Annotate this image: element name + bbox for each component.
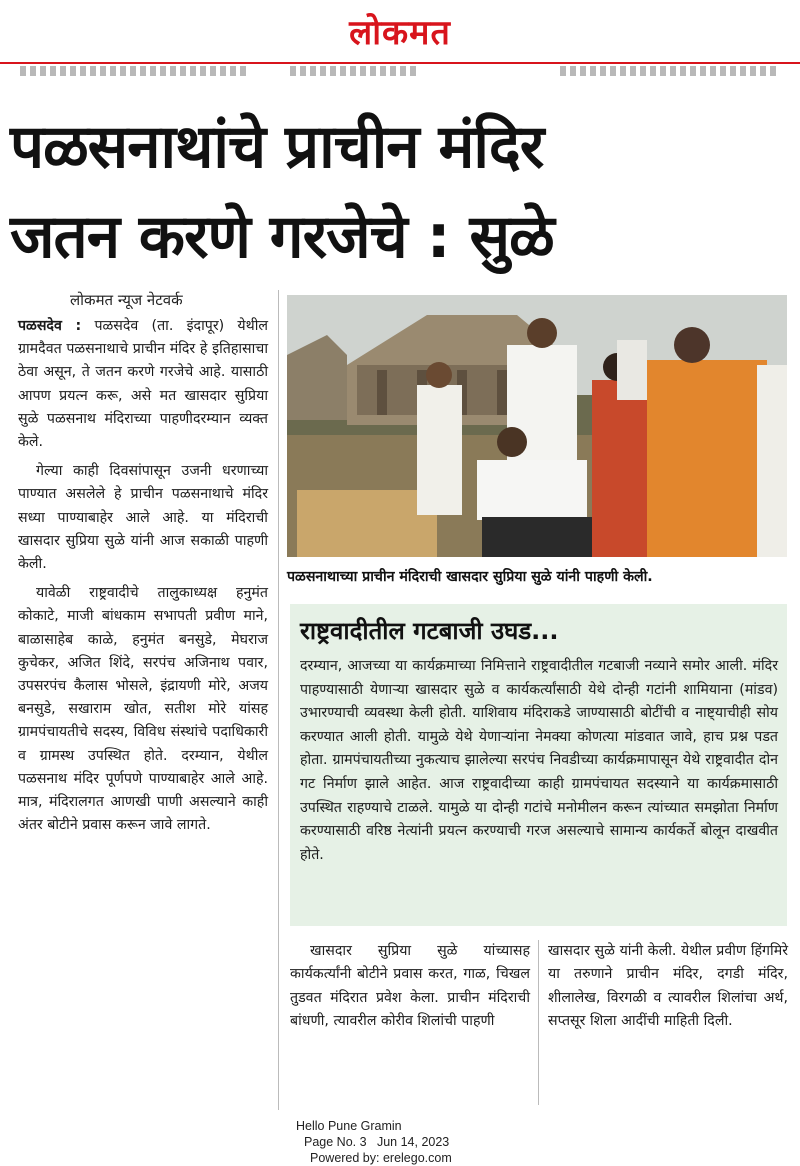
article-column-2 xyxy=(290,940,530,1034)
sidebar-paragraph: दरम्यान, आजच्या या कार्यक्रमाच्या निमित्ताने राष्ट्रवादीतील गटबाजी नव्याने समोर आली. मंदिर पाहण्यासाठी येणाऱ्या खासदार सुळे व कार्यकर्त्यांसाठी येथे दोन्ही गटांनी शामियाना (मांडव) उभारण्याची व्यवस्था केली होती. याशिवाय मंदिराकडे जाण्यासाठी बोटींची व नाष्ट्याचीही सोय करण्यात आली होती. यामुळे येथे येणाऱ्यांना नेमक्या कोणत्या मांडवात जावे, हाच प्रश्न पडत होता. ग्रामपंचायतीच्या नुकत्याच झालेल्या सरपंच निवडीच्या कार्यक्रमापासून येथे राष्ट्रवादीत दोन गट निर्माण झाले आहेत. आज राष्ट्रवादीच्या काही ग्रामपंचायत सदस्याने या कार्यक्रमासाठी उपस्थित राहण्याचे टाळले. यामुळे या दोन्ही गटांचे मनोमीलन करून त्यांच्यात समझोता निर्माण करण्यासाठी वरिष्ठ नेत्यांनी प्रयत्न करण्याची गरज असल्याचे सामान्य कार्यकर्ते बोलून दाखवीत होते. xyxy=(300,658,778,863)
column-3-text: खासदार सुळे यांनी केली. येथील प्रवीण हिंगमिरे या तरुणाने प्राचीन मंदिर, दगडी मंदिर, शीलालेख, विरगळी व त्यावरील शिलांचा अर्थ, सप्तसूर शिला आदींची माहिती दिली. xyxy=(548,943,788,1030)
column-divider xyxy=(278,290,279,1110)
headline-line-2: जतन करणे गरजेचे : सुळे xyxy=(10,202,554,272)
cut-text-fragment xyxy=(560,66,780,76)
footer-powered-by: Powered by: erelego.com xyxy=(310,1151,452,1165)
headline-line-1: पळसनाथांचे प्राचीन मंदिर xyxy=(10,112,544,182)
article-column-1 xyxy=(18,315,268,843)
sidebar-title: राष्ट्रवादीतील गटबाजी उघड... xyxy=(300,617,559,645)
cut-text-fragment xyxy=(290,66,420,76)
column-divider xyxy=(538,940,539,1105)
footer-page: Page No. 3 xyxy=(304,1135,367,1149)
paragraph-3: यावेळी राष्ट्रवादीचे तालुकाध्यक्ष हनुमंत कोकाटे, माजी बांधकाम सभापती प्रवीण माने, बाळासाहेब काळे, हनुमंत बनसुडे, मेघराज कुचेकर, अजित शिंदे, सरपंच अजिनाथ पवार, उपसरपंच कैलास भोसले, इंद्रायणी मोरे, अजय बनसुडे, सखाराम खोत, सतीश मोरे यांसह ग्रामपंचायतीचे सदस्य, विविध संस्थांचे पदाधिकारी व ग्रामस्थ उपस्थित होते. दरम्यान, येथील पळसनाथ मंदिर पूर्णपणे पाण्याबाहेर आले आहे. मात्र, मंदिरालगत आणखी पाणी असल्याने काही अंतर बोटीने प्रवास करून जावे लागते. xyxy=(18,585,268,834)
footer-edition: Hello Pune Gramin xyxy=(296,1119,402,1133)
paragraph-1: पळसदेव : पळसदेव (ता. इंदापूर) येथील ग्रामदैवत पळसनाथाचे प्राचीन मंदिर हे इतिहासाचा ठेवा असून, ते जतन करणे गरजेचे आहे. यासाठी आपण प्रयत्न करू, असे मत खासदार सुप्रिया सुळे पळसनाथ मंदिराच्या पाहणीदरम्यान व्यक्त केले. xyxy=(18,318,268,451)
footer-date: Jun 14, 2023 xyxy=(376,1135,450,1149)
dateline: पळसदेव : xyxy=(18,318,82,334)
paragraph-2: गेल्या काही दिवसांपासून उजनी धरणाच्या पाण्यात असलेले हे प्राचीन पळसनाथाचे मंदिर सध्या पाण्याबाहेर आले आहे. या मंदिराची खासदार सुप्रिया सुळे यांनी आज सकाळी पाहणी केली. xyxy=(18,463,268,573)
cut-text-fragment xyxy=(20,66,250,76)
footer-page-date xyxy=(296,1134,452,1150)
article-photo xyxy=(287,295,787,557)
byline: लोकमत न्यूज नेटवर्क xyxy=(70,291,183,309)
masthead-logo: लोकमत xyxy=(349,13,451,53)
masthead-rule xyxy=(0,62,800,64)
column-2-text: खासदार सुप्रिया सुळे यांच्यासह कार्यकर्त्यांनी बोटीने प्रवास करत, गाळ, चिखल तुडवत मंदिरात प्रवेश केला. प्राचीन मंदिराची बांधणी, त्यावरील कोरीव शिलांची पाहणी xyxy=(290,943,530,1030)
headline xyxy=(10,102,790,282)
photo-caption: पळसनाथाच्या प्राचीन मंदिराची खासदार सुप्रिया सुळे यांनी पाहणी केली. xyxy=(287,569,653,585)
photo-illustration xyxy=(287,295,787,557)
article-column-3 xyxy=(548,940,788,1034)
sidebar-body xyxy=(300,655,778,867)
page-footer xyxy=(296,1118,452,1166)
